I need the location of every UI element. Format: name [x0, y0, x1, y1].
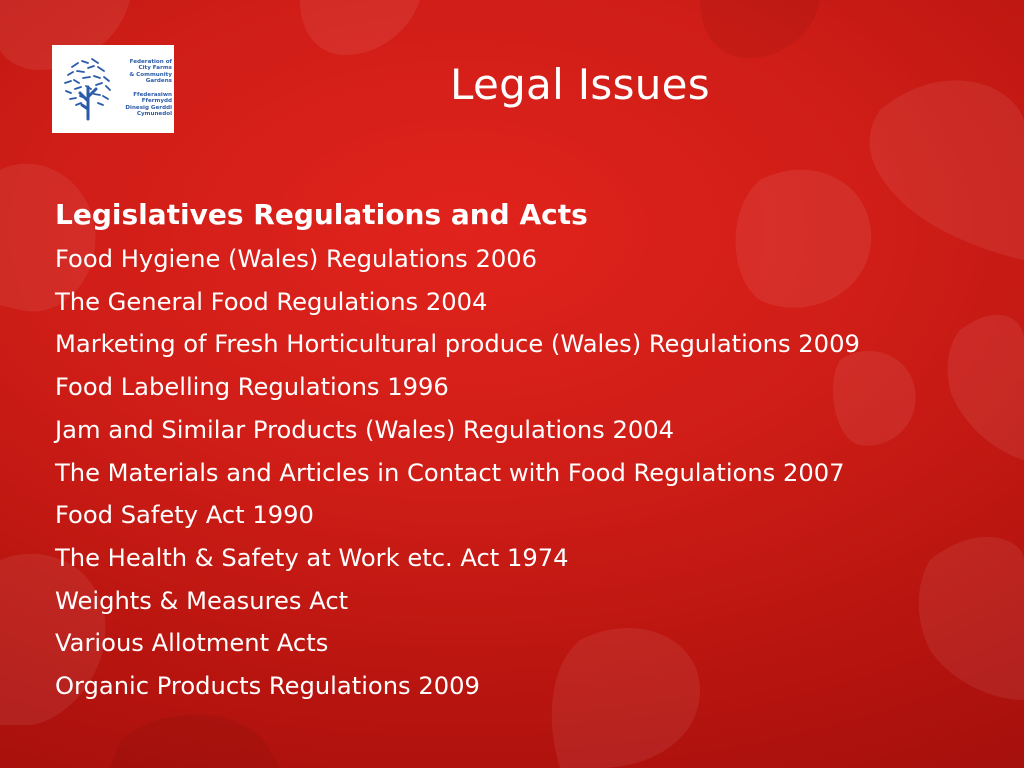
federation-logo: [52, 45, 174, 133]
list-item: Organic Products Regulations 2009: [55, 672, 480, 701]
list-item: Various Allotment Acts: [55, 629, 329, 658]
list-item: Food Safety Act 1990: [55, 501, 314, 530]
list-item: Food Labelling Regulations 1996: [55, 373, 449, 402]
slide-title: Legal Issues: [449, 60, 710, 109]
tree-logo-icon: [60, 53, 122, 125]
logo-welsh-text: Ffederasiwn Ffermydd Dinesig Gerddi Cymunedol: [125, 92, 172, 118]
regulations-list: [55, 238, 1015, 708]
content-heading: Legislatives Regulations and Acts: [55, 198, 588, 231]
list-item: The General Food Regulations 2004: [55, 287, 488, 316]
logo-english-text: Federation of City Farms & Community Gardens: [129, 59, 172, 85]
list-item: Jam and Similar Products (Wales) Regulations 2004: [55, 415, 675, 444]
list-item: The Materials and Articles in Contact with Food Regulations 2007: [55, 458, 845, 487]
list-item: Weights & Measures Act: [55, 586, 349, 615]
list-item: The Health & Safety at Work etc. Act 1974: [55, 543, 569, 572]
list-item: Marketing of Fresh Horticultural produce (Wales) Regulations 2009: [55, 330, 860, 359]
list-item: Food Hygiene (Wales) Regulations 2006: [55, 245, 538, 273]
slide-content: [55, 192, 1015, 708]
